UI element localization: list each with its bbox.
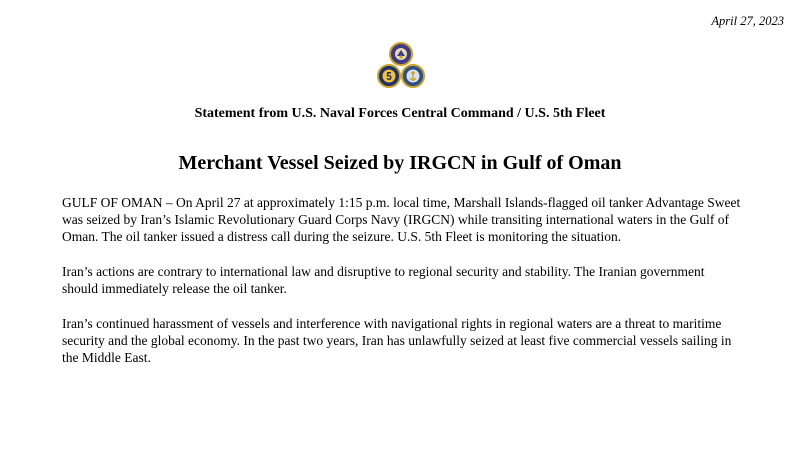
statement-date: April 27, 2023 <box>711 14 784 28</box>
command-seals-logo <box>376 42 426 92</box>
statement-body <box>62 194 742 384</box>
headline: Merchant Vessel Seized by IRGCN in Gulf of Oman <box>178 152 622 174</box>
paragraph: Iran’s continued harassment of vessels and interference with navigational rights in regional waters are a threat to maritime security and the global economy. In the past two years, Iran has unlawfully seized at least five commercial vessels sailing in the Middle East. <box>62 316 732 365</box>
naval-command-seal-icon <box>401 64 425 88</box>
fifth-fleet-seal-icon <box>377 64 401 88</box>
paragraph: GULF OF OMAN – On April 27 at approximately 1:15 p.m. local time, Marshall Islands-flagged oil tanker Advantage Sweet was seized by Iran’s Islamic Revolutionary Guard Corps Navy (IRGCN) while transiting international waters in the Gulf of Oman. The oil tanker issued a distress call during the seizure. U.S. 5th Fleet is monitoring the situation. <box>62 195 741 244</box>
paragraph: Iran’s actions are contrary to international law and disruptive to regional security and stability. The Iranian government should immediately release the oil tanker. <box>62 264 705 296</box>
statement-source-title: Statement from U.S. Naval Forces Central Command / U.S. 5th Fleet <box>194 106 606 121</box>
navcent-seal-icon <box>389 42 413 66</box>
